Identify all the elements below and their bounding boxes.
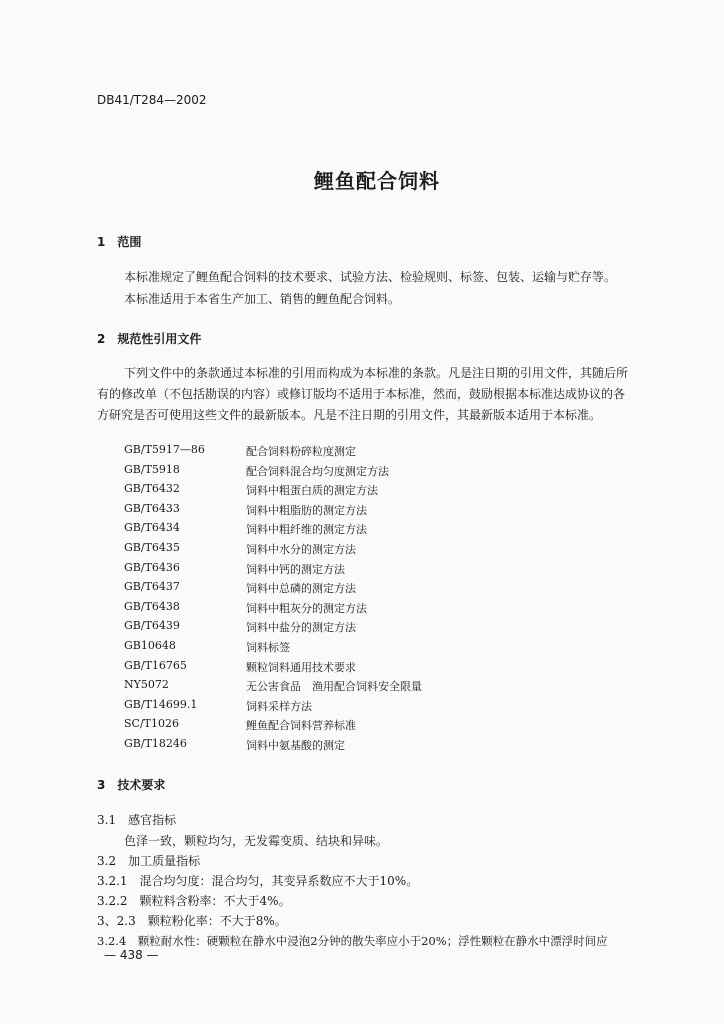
reference-code: GB/T16765 bbox=[124, 658, 187, 672]
section-3-1-heading: 3.1 感官指标 bbox=[97, 813, 177, 827]
reference-row bbox=[124, 737, 544, 757]
reference-name: 饲料中粗灰分的测定方法 bbox=[246, 601, 367, 615]
reference-code: GB/T6438 bbox=[124, 599, 180, 613]
reference-row bbox=[124, 659, 544, 679]
reference-code: SC/T1026 bbox=[124, 717, 179, 731]
reference-name: 无公害食品 渔用配合饲料安全限量 bbox=[246, 680, 422, 694]
reference-row bbox=[124, 580, 544, 600]
section-3-2-3: 3、2.3 颗粒粉化率：不大于8%。 bbox=[97, 914, 287, 928]
reference-name: 饲料中粗蛋白质的测定方法 bbox=[246, 484, 378, 498]
section-3-2-heading: 3.2 加工质量指标 bbox=[97, 854, 201, 868]
reference-name: 饲料中水分的测定方法 bbox=[246, 542, 356, 556]
reference-code: GB/T6437 bbox=[124, 580, 180, 594]
reference-row bbox=[124, 561, 544, 581]
section-2-line-1: 下列文件中的条款通过本标准的引用而构成为本标准的条款。凡是注日期的引用文件，其随后所 bbox=[124, 366, 629, 380]
section-3-1-text: 色泽一致，颗粒均匀，无发霉变质、结块和异味。 bbox=[124, 834, 389, 848]
reference-row bbox=[124, 463, 544, 483]
reference-name: 配合饲料粉碎粒度测定 bbox=[246, 445, 356, 458]
page-number: — 438 — bbox=[104, 948, 159, 962]
reference-name: 饲料采样方法 bbox=[246, 699, 312, 713]
reference-code: GB/T6434 bbox=[124, 521, 180, 535]
reference-code: NY5072 bbox=[124, 678, 169, 692]
reference-code: GB/T18246 bbox=[124, 736, 187, 750]
reference-name: 饲料中钙的测定方法 bbox=[246, 562, 345, 576]
reference-code: GB/T6432 bbox=[124, 482, 180, 496]
reference-code: GB/T5918 bbox=[124, 462, 180, 476]
reference-name: 饲料中氨基酸的测定 bbox=[246, 738, 345, 752]
reference-code: GB/T14699.1 bbox=[124, 697, 198, 711]
section-1-paragraph-2: 本标准适用于本省生产加工、销售的鲤鱼配合饲料。 bbox=[124, 292, 401, 306]
reference-code: GB10648 bbox=[124, 638, 176, 652]
reference-row bbox=[124, 541, 544, 561]
reference-row bbox=[124, 443, 544, 463]
section-3-2-4: 3.2.4 颗粒耐水性：硬颗粒在静水中浸泡2分钟的散失率应小于20%；浮性颗粒在静水中漂浮时间应 bbox=[97, 934, 608, 948]
section-3-heading: 3 技术要求 bbox=[97, 778, 166, 792]
section-1-paragraph-1: 本标准规定了鲤鱼配合饲料的技术要求、试验方法、检验规则、标签、包装、运输与贮存等。 bbox=[124, 270, 617, 284]
section-3-2-1: 3.2.1 混合均匀度：混合均匀，其变异系数应不大于10%。 bbox=[97, 874, 419, 888]
reference-name: 饲料中总磷的测定方法 bbox=[246, 582, 356, 596]
reference-name: 饲料中盐分的测定方法 bbox=[246, 621, 356, 635]
section-2-line-3: 方研究是否可使用这些文件的最新版本。凡是不注日期的引用文件，其最新版本适用于本标准。 bbox=[97, 408, 602, 422]
reference-row bbox=[124, 698, 544, 718]
section-2-heading: 2 规范性引用文件 bbox=[97, 332, 202, 346]
section-1-heading: 1 范围 bbox=[97, 235, 142, 249]
reference-code: GB/T6439 bbox=[124, 619, 180, 633]
reference-list bbox=[124, 443, 544, 757]
document-title: 鲤鱼配合饲料 bbox=[314, 169, 440, 193]
standard-code: DB41/T284—2002 bbox=[97, 93, 207, 107]
reference-row bbox=[124, 678, 544, 698]
section-3-2-2: 3.2.2 颗粒料含粉率：不大于4%。 bbox=[97, 894, 291, 908]
reference-name: 饲料中粗纤维的测定方法 bbox=[246, 523, 367, 537]
reference-code: GB/T6433 bbox=[124, 501, 180, 515]
reference-name: 饲料标签 bbox=[246, 640, 290, 654]
reference-row bbox=[124, 639, 544, 659]
reference-row bbox=[124, 502, 544, 522]
reference-row bbox=[124, 619, 544, 639]
reference-code: GB/T6435 bbox=[124, 540, 180, 554]
reference-row bbox=[124, 482, 544, 502]
reference-name: 配合饲料混合均匀度测定方法 bbox=[246, 464, 389, 478]
section-2-line-2: 有的修改单（不包括勘误的内容）或修订版均不适用于本标准，然而，鼓励根据本标准达成协议的各 bbox=[97, 387, 626, 401]
reference-row bbox=[124, 717, 544, 737]
reference-code: GB/T5917—86 bbox=[124, 443, 205, 456]
reference-row bbox=[124, 521, 544, 541]
reference-name: 饲料中粗脂肪的测定方法 bbox=[246, 503, 367, 517]
reference-name: 鲤鱼配合饲料营养标准 bbox=[246, 719, 356, 733]
reference-name: 颗粒饲料通用技术要求 bbox=[246, 660, 356, 674]
reference-row bbox=[124, 600, 544, 620]
reference-code: GB/T6436 bbox=[124, 560, 180, 574]
